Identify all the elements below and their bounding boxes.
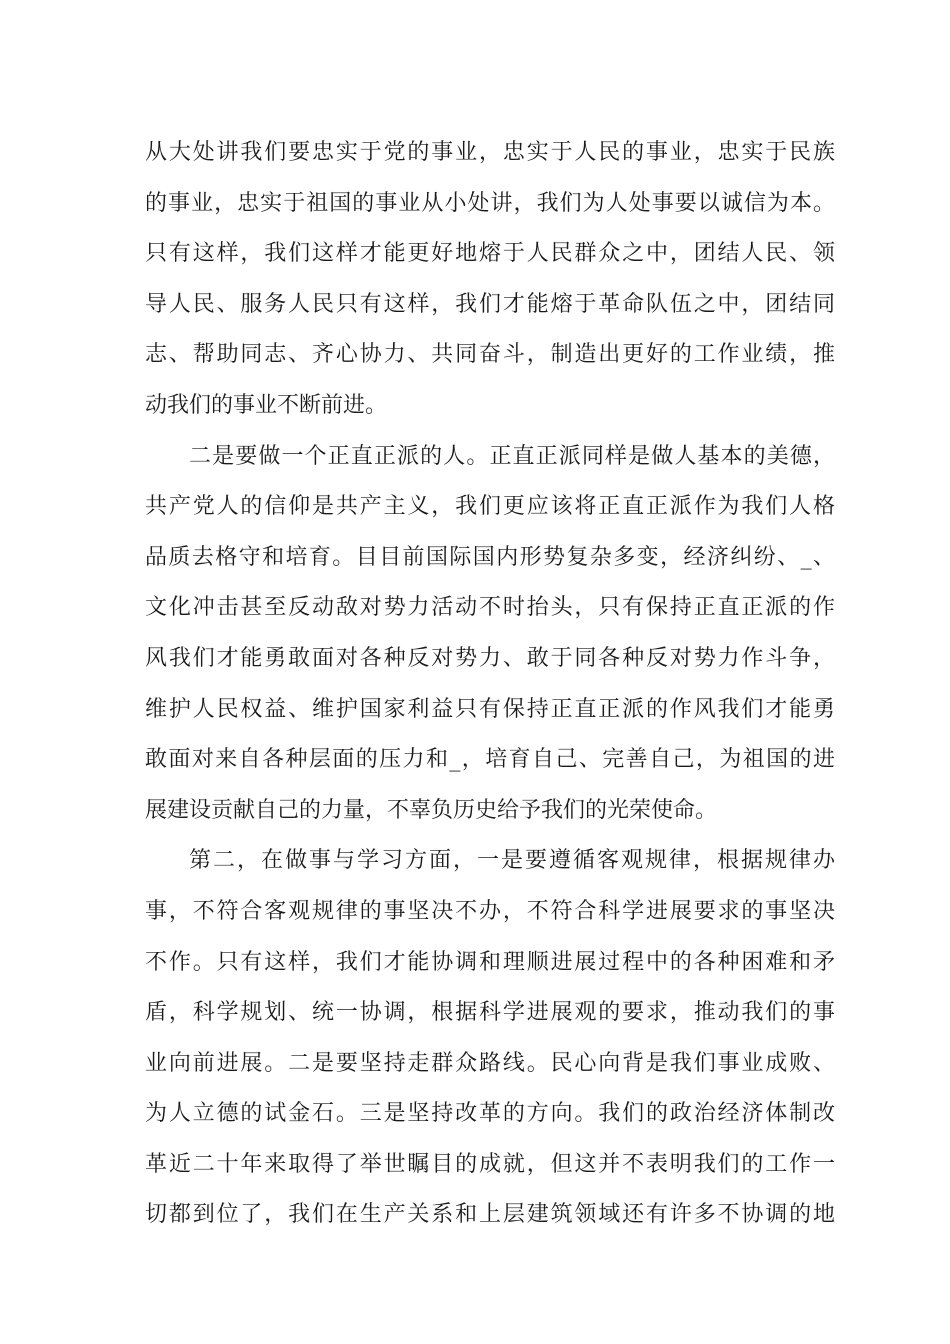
text-line: 业向前进展。二是要坚持走群众路线。民心向背是我们事业成败、 [145, 1050, 835, 1076]
text-line: 从大处讲我们要忠实于党的事业，忠实于人民的事业，忠实于民族 [145, 140, 835, 165]
text-line: 维护人民权益、维护国家利益只有保持正直正派的作风我们才能勇 [145, 696, 835, 722]
paragraph-3 [145, 836, 835, 1241]
text-line: 文化冲击甚至反动敌对势力活动不时抬头，只有保持正直正派的作 [145, 595, 835, 621]
text-line: 只有这样，我们这样才能更好地熔于人民群众之中，团结人民、领 [145, 241, 835, 267]
text-line: 风我们才能勇敢面对各种反对势力、敢于同各种反对势力作斗争， [145, 645, 835, 671]
text-line: 盾，科学规划、统一协调，根据科学进展观的要求，推动我们的事 [145, 1000, 835, 1026]
text-line: 第二，在做事与学习方面，一是要遵循客观规律，根据规律办 [189, 848, 835, 874]
text-line: 共产党人的信仰是共产主义，我们更应该将正直正派作为我们人格 [145, 494, 835, 520]
text-line: 的事业，忠实于祖国的事业从小处讲，我们为人处事要以诚信为本。 [145, 190, 835, 216]
paragraph-1 [145, 128, 835, 432]
text-line: 革近二十年来取得了举世瞩目的成就，但这并不表明我们的工作一 [145, 1151, 835, 1177]
text-line: 切都到位了，我们在生产关系和上层建筑领域还有许多不协调的地 [145, 1202, 835, 1228]
text-line: 动我们的事业不断前进。 [145, 392, 388, 418]
text-line: 敢面对来自各种层面的压力和_，培育自己、完善自己，为祖国的进 [145, 747, 835, 773]
text-line: 品质去格守和培育。目目前国际国内形势复杂多变，经济纠纷、_、 [145, 544, 835, 570]
text-line: 事，不符合客观规律的事坚决不办，不符合科学进展要求的事坚决 [145, 898, 835, 924]
document-body [145, 128, 835, 1241]
text-line: 二是要做一个正直正派的人。正直正派同样是做人基本的美德， [189, 443, 835, 469]
paragraph-2 [145, 432, 835, 837]
text-line: 志、帮助同志、齐心协力、共同奋斗，制造出更好的工作业绩，推 [145, 342, 835, 368]
text-line: 展建设贡献自己的力量，不辜负历史给予我们的光荣使命。 [145, 797, 718, 823]
text-line: 不作。只有这样，我们才能协调和理顺进展过程中的各种困难和矛 [145, 949, 835, 975]
text-line: 导人民、服务人民只有这样，我们才能熔于革命队伍之中，团结同 [145, 291, 835, 317]
text-line: 为人立德的试金石。三是坚持改革的方向。我们的政治经济体制改 [145, 1101, 835, 1127]
